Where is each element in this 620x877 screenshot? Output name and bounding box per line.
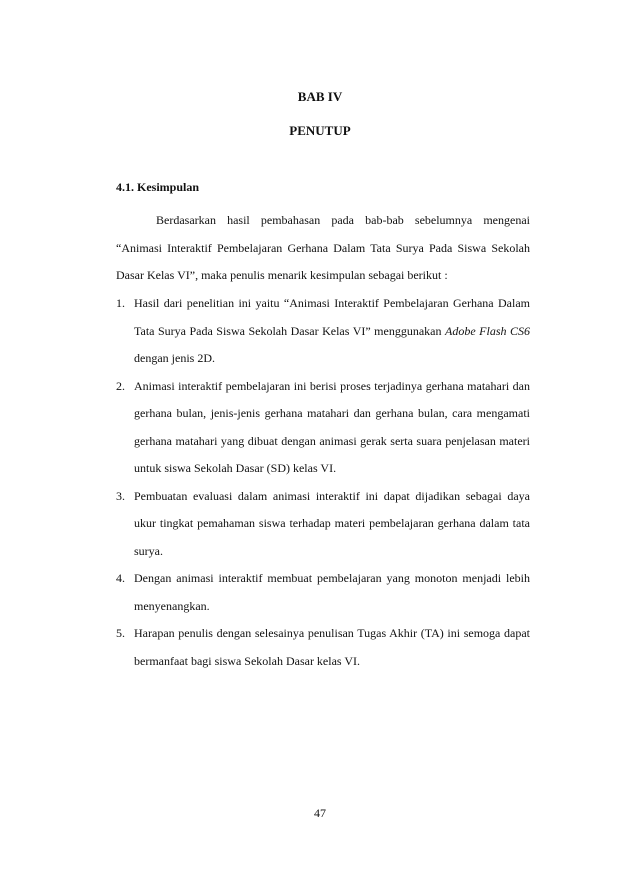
conclusion-list (116, 290, 530, 675)
list-item-number: 4. (116, 571, 125, 585)
list-item (116, 373, 530, 483)
list-item (116, 565, 530, 620)
list-item-number: 3. (116, 488, 125, 503)
list-item-text: Harapan penulis dengan selesainya penulisan Tugas Akhir (TA) ini semoga dapat bermanfaat bagi siswa Sekolah Dasar kelas VI. (134, 626, 530, 668)
list-item (116, 483, 530, 566)
list-item (116, 290, 530, 373)
list-item-number: 1. (116, 296, 125, 310)
section-title: 4.1. Kesimpulan (116, 180, 200, 194)
list-item (116, 620, 530, 675)
list-item-number: 2. (116, 378, 125, 393)
list-item-number: 5. (116, 626, 125, 640)
list-item-text: Animasi interaktif pembelajaran ini berisi proses terjadinya gerhana matahari dan gerhana bulan, jenis-jenis gerhana matahari dan gerhana bulan, cara mengamati gerhana matahari yang dibuat dengan animasi gerak serta suara penjelasan materi untuk siswa Sekolah Dasar (SD) kelas VI. (134, 378, 530, 475)
software-name: Adobe Flash CS6 (445, 323, 530, 338)
list-item-text: Hasil dari penelitian ini yaitu “Animasi Interaktif Pembelajaran Gerhana Dalam Tata Surya Pada Siswa Sekolah Dasar Kelas VI” menggunakan Adobe Flash CS6 dengan jenis 2D. (134, 296, 530, 365)
intro-paragraph: Berdasarkan hasil pembahasan pada bab-bab sebelumnya mengenai “Animasi Interaktif Pembelajaran Gerhana Dalam Tata Surya Pada Siswa Sekolah Dasar Kelas VI”, maka penulis menarik kesimpulan sebagai berikut : (116, 213, 530, 282)
list-item-text: Dengan animasi interaktif membuat pembelajaran yang monoton menjadi lebih menyenangkan. (134, 571, 530, 613)
page-number: 47 (314, 806, 326, 820)
chapter-label: BAB IV (297, 89, 343, 104)
list-item-text: Pembuatan evaluasi dalam animasi interaktif ini dapat dijadikan sebagai daya ukur tingkat pemahaman siswa terhadap materi pembelajaran gerhana dalam tata surya. (134, 488, 530, 558)
chapter-title: PENUTUP (289, 123, 351, 138)
